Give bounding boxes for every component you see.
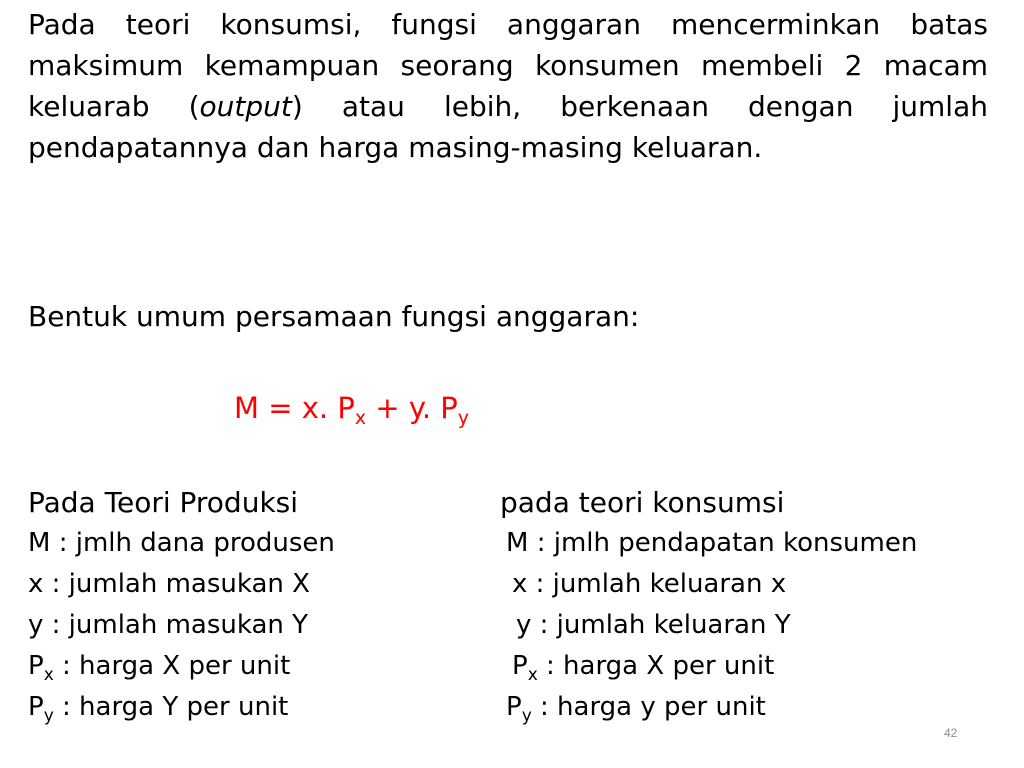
price-symbol: P [506, 692, 522, 722]
legend-line [500, 646, 917, 687]
legend-line [28, 687, 335, 728]
price-definition: : harga y per unit [531, 692, 766, 722]
production-theory-column [28, 482, 335, 728]
production-theory-heading: Pada Teori Produksi [28, 486, 299, 519]
legend-line: x : jumlah masukan X [28, 569, 310, 599]
consumption-theory-heading: pada teori konsumsi [500, 486, 785, 519]
budget-equation [234, 388, 469, 429]
intro-text-start: Pada teori konsumsi, fungsi anggaran mencerminkan batas maksimum kemampuan seorang konsumen membeli 2 macam keluarab ( [28, 8, 988, 123]
price-definition: : harga X per unit [53, 651, 291, 681]
legend-line [500, 687, 917, 728]
legend-line [28, 646, 335, 687]
price-symbol: P [512, 651, 528, 681]
equation-lhs: M = x. P [234, 391, 355, 425]
consumption-theory-column [500, 482, 917, 728]
price-symbol: P [28, 692, 44, 722]
intro-italic-term: output [199, 90, 292, 123]
price-definition: : harga Y per unit [53, 692, 289, 722]
page-number: 42 [944, 726, 958, 740]
equation-sub-x: x [354, 407, 367, 429]
legend-line: M : jmlh pendapatan konsumen [506, 528, 918, 558]
legend-line: y : jumlah keluaran Y [516, 610, 791, 640]
price-symbol: P [28, 651, 44, 681]
price-subscript: x [527, 665, 538, 685]
legend-line: x : jumlah keluaran x [512, 569, 787, 599]
general-form-label: Bentuk umum persamaan fungsi anggaran: [28, 300, 640, 333]
intro-paragraph [28, 4, 988, 168]
equation-mid: + y. P [366, 391, 458, 425]
price-subscript: y [43, 706, 54, 726]
legend-line: y : jumlah masukan Y [28, 610, 309, 640]
intro-text-end: ) atau lebih, berkenaan dengan jumlah pendapatannya dan harga masing-masing keluaran. [28, 90, 988, 164]
equation-sub-y: y [457, 407, 470, 429]
legend-line: M : jmlh dana produsen [28, 528, 335, 558]
price-subscript: x [43, 665, 54, 685]
price-definition: : harga X per unit [537, 651, 775, 681]
price-subscript: y [521, 706, 532, 726]
